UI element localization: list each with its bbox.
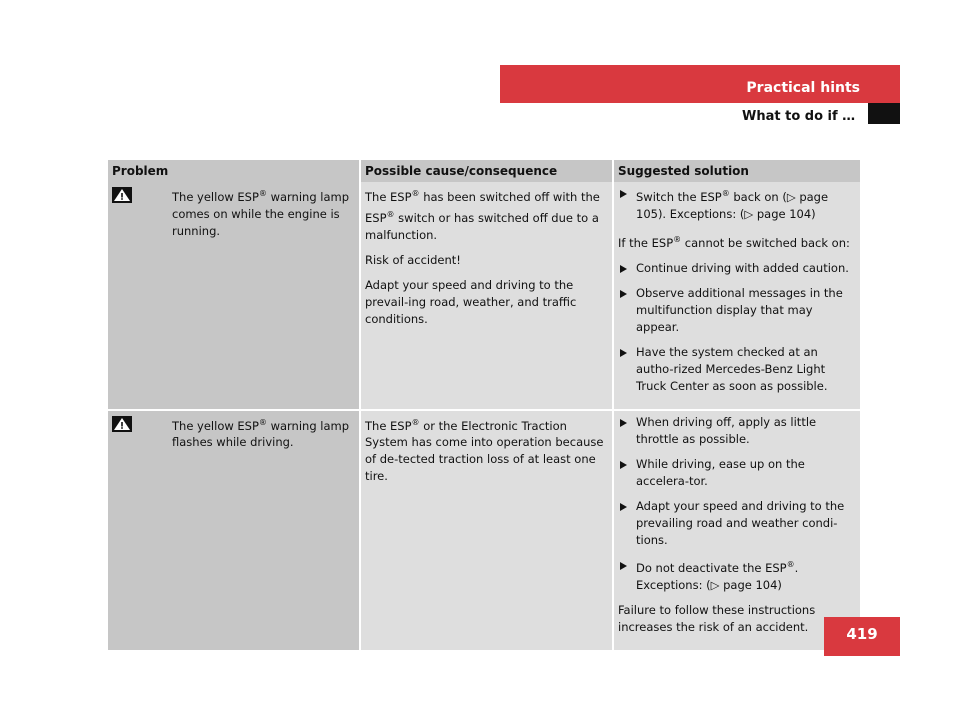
solution-bullet <box>618 557 856 595</box>
solution-bullet <box>618 260 856 277</box>
solution-bullet-text: When driving off, apply as little throttle as possible. <box>636 414 817 446</box>
problem-text: The yellow ESP® warning lamp comes on while the engine is running. <box>168 182 360 410</box>
page-number: 419 <box>846 625 878 643</box>
solution-note: Failure to follow these instructions increases the risk of an accident. <box>618 603 816 635</box>
solution-note: If the ESP® cannot be switched back on: <box>618 234 850 250</box>
problem-icon-cell <box>108 410 168 651</box>
solution-cell <box>613 182 860 410</box>
solution-bullet <box>618 498 856 549</box>
cause-cell <box>360 410 613 651</box>
solution-bullet-text: Do not deactivate the ESP®. Exceptions: (▷ page 104) <box>636 560 799 593</box>
troubleshooting-table <box>108 160 860 650</box>
arrow-bullet-icon <box>620 461 627 469</box>
page-number-box <box>824 617 900 656</box>
solution-bullet-text: Switch the ESP® back on (▷ page 105). Exceptions: (▷ page 104) <box>636 189 829 221</box>
solution-bullet-text: Have the system checked at an autho-rized Mercedes-Benz Light Truck Center as soon as possible. <box>636 344 828 393</box>
cause-paragraph: Adapt your speed and driving to the prevail-ing road, weather, and traffic conditions. <box>365 277 577 326</box>
arrow-bullet-icon <box>620 503 627 511</box>
solution-bullet-text: Continue driving with added caution. <box>636 260 849 275</box>
section-subtitle: What to do if … <box>742 109 856 124</box>
solution-bullet-text: While driving, ease up on the accelera-tor. <box>636 456 805 488</box>
solution-bullet <box>618 414 856 448</box>
table-row <box>108 410 860 651</box>
solution-bullet <box>618 185 856 223</box>
arrow-bullet-icon <box>620 265 627 273</box>
arrow-bullet-icon <box>620 190 627 198</box>
problem-text: The yellow ESP® warning lamp flashes while driving. <box>168 410 360 651</box>
cause-paragraph: Risk of accident! <box>365 252 461 267</box>
cause-paragraph: The ESP® has been switched off with the ESP® switch or has switched off due to a malfunction. <box>365 189 600 242</box>
solution-bullet-text: Observe additional messages in the multifunction display that may appear. <box>636 285 843 334</box>
solution-bullet-text: Adapt your speed and driving to the prevailing road and weather condi-tions. <box>636 498 845 547</box>
solution-bullet <box>618 344 856 395</box>
arrow-bullet-icon <box>620 349 627 357</box>
problem-icon-cell <box>108 182 168 410</box>
arrow-bullet-icon <box>620 290 627 298</box>
solution-cell <box>613 410 860 651</box>
cause-paragraph: The ESP® or the Electronic Traction System has come into operation because of de-tected traction loss of at least one tire. <box>365 417 604 484</box>
table-row <box>108 182 860 410</box>
solution-bullet <box>618 456 856 490</box>
warning-triangle-icon <box>112 187 132 203</box>
warning-triangle-icon <box>112 416 132 432</box>
column-header-solution: Suggested solution <box>613 160 860 182</box>
solution-bullet <box>618 285 856 336</box>
cause-cell <box>360 182 613 410</box>
header-bar <box>500 65 900 103</box>
arrow-bullet-icon <box>620 562 627 570</box>
column-header-cause: Possible cause/consequence <box>360 160 613 182</box>
section-title: Practical hints <box>746 80 860 96</box>
column-header-problem: Problem <box>108 160 360 182</box>
header-block <box>868 103 900 124</box>
arrow-bullet-icon <box>620 419 627 427</box>
